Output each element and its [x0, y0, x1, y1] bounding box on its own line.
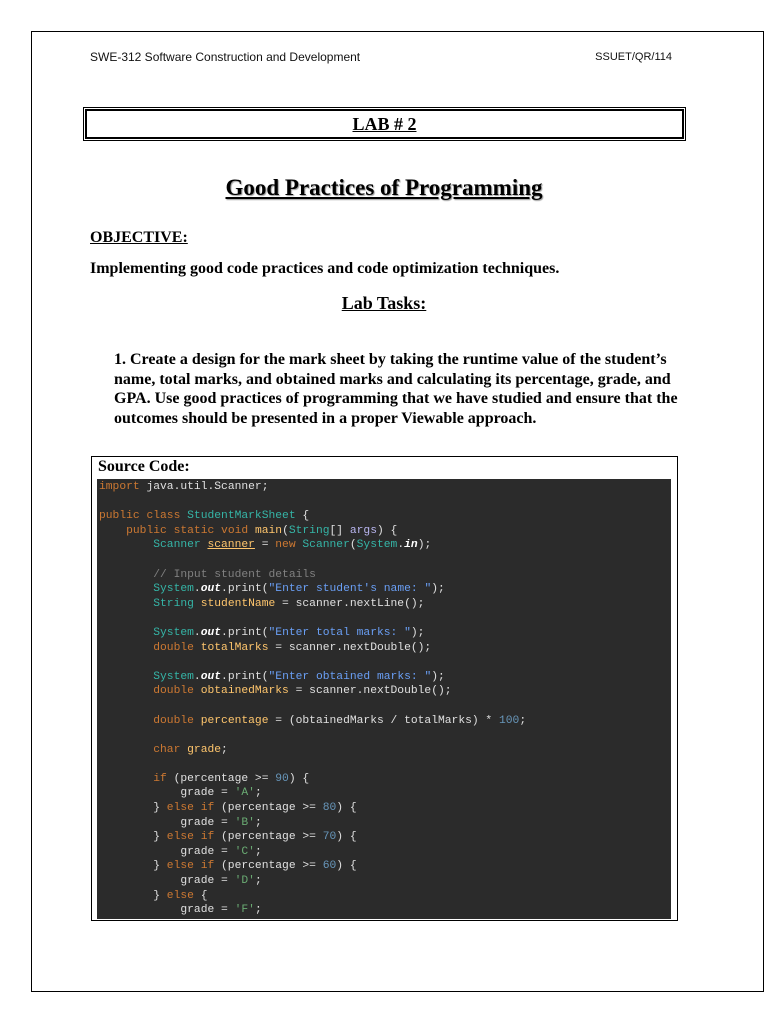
code-line: grade = 'C'; — [99, 845, 262, 858]
course-header: SWE-312 Software Construction and Development — [90, 50, 361, 64]
code-line: public static void main(String[] args) { — [126, 524, 398, 537]
code-line: } else { — [99, 889, 208, 902]
code-block — [97, 479, 671, 918]
lab-title-box — [83, 107, 686, 141]
code-line: System.out.print("Enter student's name: "); — [153, 583, 445, 596]
code-line: // Input student details — [153, 568, 316, 581]
code-line — [99, 553, 671, 568]
code-line — [99, 495, 671, 510]
code-line: } else if (percentage >= 60) { — [99, 860, 357, 873]
code-line: Scanner scanner = new Scanner(System.in); — [153, 539, 432, 552]
code-line: System.out.print("Enter total marks: "); — [153, 626, 425, 639]
task-1-description: 1. Create a design for the mark sheet by taking the runtime value of the student’s name, total marks, and obtained marks and calculating its percentage, grade, and GPA. Use good practices of programming that we have studied and ensure that the outcomes should be presented in a proper Viewable approach. — [114, 351, 678, 427]
code-line: public class StudentMarkSheet { — [99, 510, 310, 523]
code-line: import java.util.Scanner; — [99, 481, 269, 493]
code-line: String studentName = scanner.nextLine(); — [153, 597, 425, 610]
code-line: grade = 'D'; — [99, 875, 262, 888]
code-line — [99, 655, 671, 670]
objective-heading: OBJECTIVE: — [90, 229, 188, 246]
code-line: double obtainedMarks = scanner.nextDouble(); — [153, 685, 452, 698]
document-code: SSUET/QR/114 — [595, 51, 672, 63]
code-line: grade = 'B'; — [99, 816, 262, 829]
source-code-box — [91, 456, 678, 921]
code-line: } else if (percentage >= 80) { — [99, 802, 357, 815]
code-line: grade = 'A'; — [99, 787, 262, 800]
lab-title: LAB # 2 — [352, 113, 417, 134]
code-line — [99, 728, 671, 743]
code-editor — [97, 479, 671, 919]
code-line: } else if (percentage >= 70) { — [99, 831, 357, 844]
code-line — [99, 611, 671, 626]
main-title: Good Practices of Programming — [225, 175, 543, 200]
code-line: char grade; — [153, 743, 228, 756]
lab-tasks-heading: Lab Tasks: — [341, 293, 427, 313]
objective-text: Implementing good code practices and code optimization techniques. — [90, 260, 560, 277]
source-code-label: Source Code: — [98, 458, 190, 475]
code-line: grade = 'F'; — [99, 904, 262, 917]
code-line: System.out.print("Enter obtained marks: "); — [153, 670, 445, 683]
code-line: if (percentage >= 90) { — [153, 772, 310, 785]
code-line — [99, 757, 671, 772]
code-line: double totalMarks = scanner.nextDouble(); — [153, 641, 432, 654]
code-line — [99, 699, 671, 714]
code-line: double percentage = (obtainedMarks / totalMarks) * 100; — [153, 714, 527, 727]
